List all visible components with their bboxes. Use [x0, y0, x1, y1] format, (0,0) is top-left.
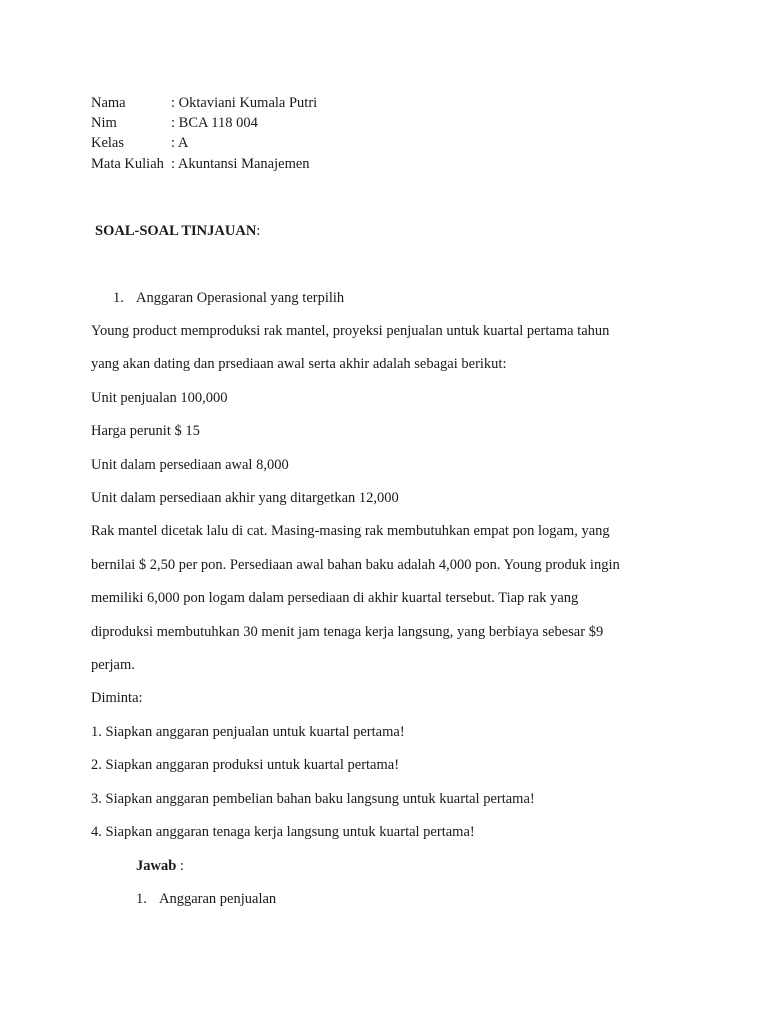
- answer-heading: [136, 857, 184, 875]
- body-line: Unit dalam persediaan akhir yang ditargetkan 12,000: [91, 490, 399, 506]
- body-line: Harga perunit $ 15: [91, 423, 200, 439]
- task-item: 1. Siapkan anggaran penjualan untuk kuartal pertama!: [91, 724, 405, 740]
- answer-item-number: 1.: [136, 891, 147, 907]
- section-heading-text: SOAL-SOAL TINJAUAN: [95, 223, 257, 239]
- body-line: diproduksi membutuhkan 30 menit jam tenaga kerja langsung, yang berbiaya sebesar $9: [91, 624, 604, 640]
- question-number: 1.: [113, 290, 124, 306]
- question-title: Anggaran Operasional yang terpilih: [136, 290, 345, 306]
- identity-label-mata-kuliah: Mata Kuliah: [91, 156, 164, 172]
- section-heading: [95, 222, 260, 240]
- body-line: Diminta:: [91, 690, 143, 706]
- section-heading-colon: :: [256, 223, 261, 239]
- task-item: 3. Siapkan anggaran pembelian bahan baku langsung untuk kuartal pertama!: [91, 791, 535, 807]
- answer-colon: :: [176, 858, 184, 874]
- body-line: memiliki 6,000 pon logam dalam persediaan di akhir kuartal tersebut. Tiap rak yang: [91, 590, 579, 606]
- identity-label-kelas: Kelas: [91, 135, 125, 151]
- body-line: Unit dalam persediaan awal 8,000: [91, 457, 289, 473]
- body-line: Unit penjualan 100,000: [91, 390, 228, 406]
- identity-value-kelas: : A: [171, 135, 189, 151]
- body-line: Rak mantel dicetak lalu di cat. Masing-masing rak membutuhkan empat pon logam, yang: [91, 523, 610, 539]
- task-item: 2. Siapkan anggaran produksi untuk kuartal pertama!: [91, 757, 400, 773]
- answer-label: Jawab: [136, 858, 177, 874]
- identity-value-nim: : BCA 118 004: [171, 115, 258, 131]
- task-item: 4. Siapkan anggaran tenaga kerja langsung untuk kuartal pertama!: [91, 824, 475, 840]
- body-line: bernilai $ 2,50 per pon. Persediaan awal bahan baku adalah 4,000 pon. Young produk ingin: [91, 557, 620, 573]
- body-line: yang akan dating dan prsediaan awal serta akhir adalah sebagai berikut:: [91, 356, 507, 372]
- identity-label-nama: Nama: [91, 95, 126, 111]
- body-line: perjam.: [91, 657, 135, 673]
- identity-value-nama: : Oktaviani Kumala Putri: [171, 95, 318, 111]
- identity-label-nim: Nim: [91, 115, 117, 131]
- body-line: Young product memproduksi rak mantel, proyeksi penjualan untuk kuartal pertama tahun: [91, 323, 610, 339]
- answer-item-text: Anggaran penjualan: [159, 891, 277, 907]
- identity-value-mata-kuliah: : Akuntansi Manajemen: [171, 156, 310, 172]
